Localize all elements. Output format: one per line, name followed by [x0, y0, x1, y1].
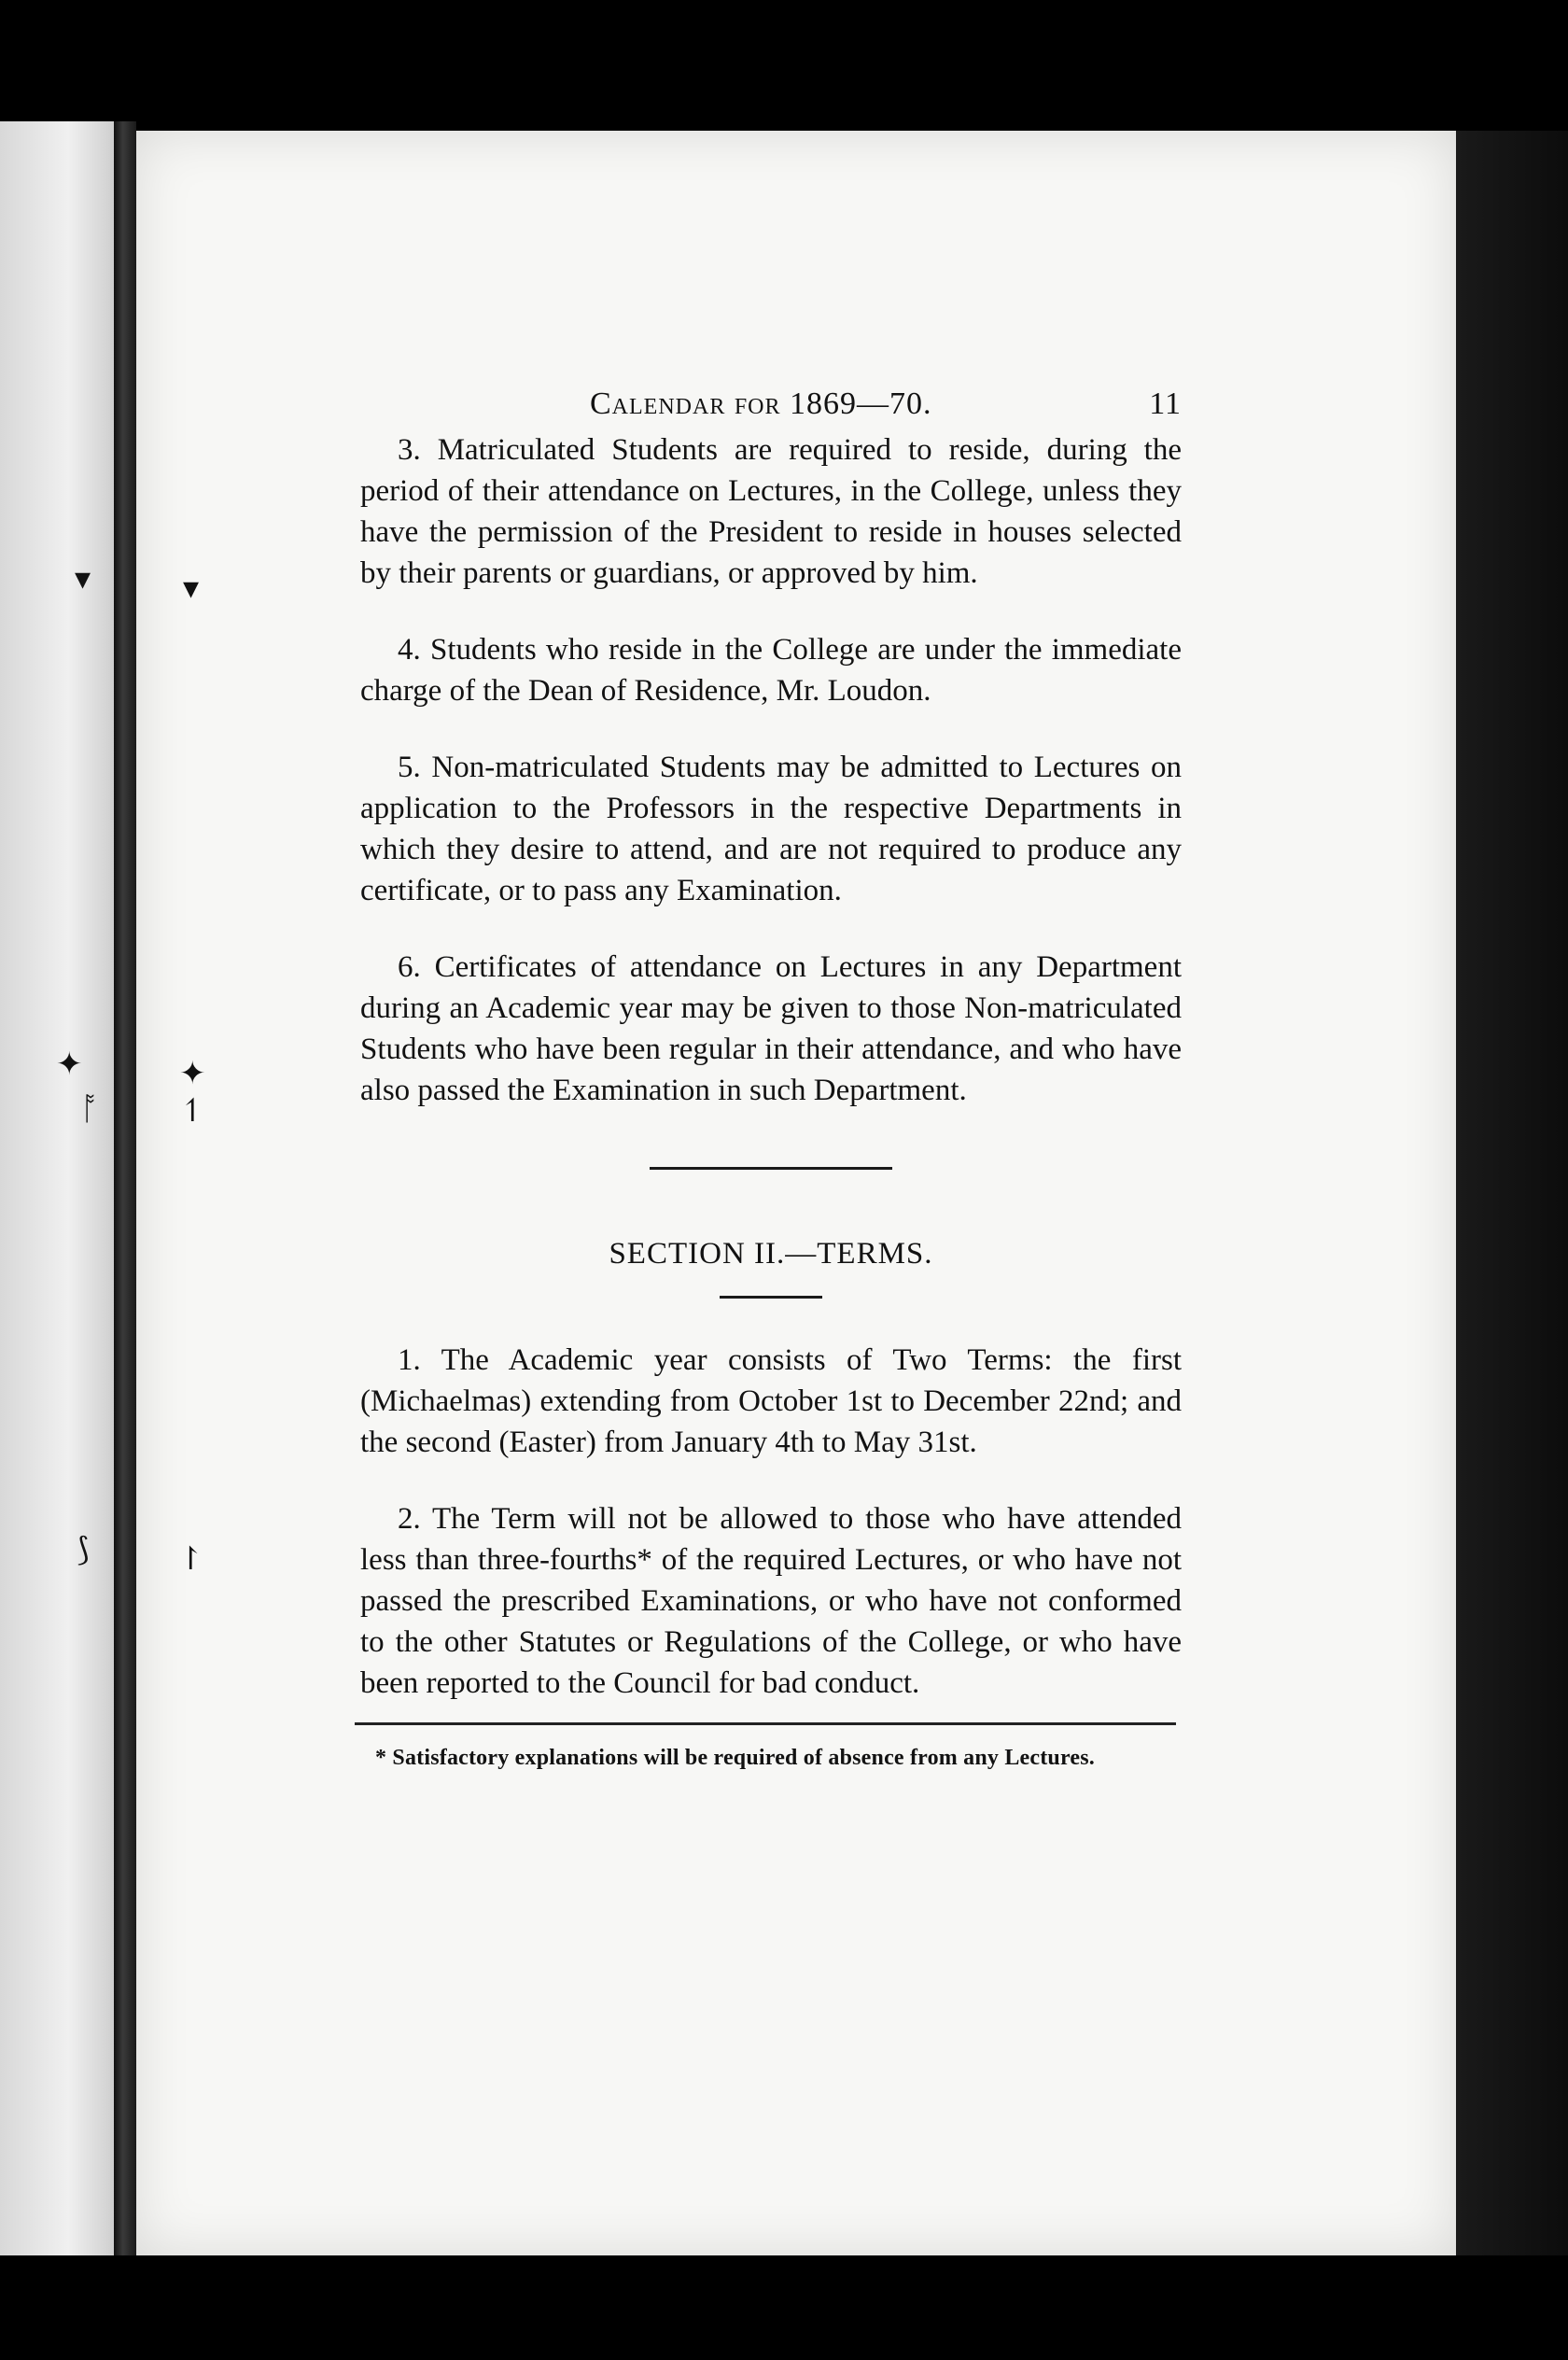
paragraph: 4. Students who reside in the College are under the immediate charge of the Dean of Residence, Mr. Loudon.: [360, 633, 1182, 708]
footnote-rule: [355, 1722, 1176, 1725]
section-divider: [650, 1167, 892, 1170]
page-content: [360, 373, 1182, 1771]
margin-mark: ↿: [179, 1094, 206, 1129]
scan-border-right: [1456, 131, 1568, 2269]
page-gutter: [114, 121, 136, 2259]
paragraph: 6. Certificates of attendance on Lectures in any Department during an Academic year may be given to those Non-matriculated Students who have been regular in their attendance, and who have also passed the Examination in such Department.: [360, 950, 1182, 1107]
margin-mark: ⟆: [77, 1533, 90, 1567]
scan-border-bottom: [0, 2255, 1568, 2360]
paragraph: 2. The Term will not be allowed to those who have attended less than three-fourths* of the required Lectures, or who have not passed the prescribed Examinations, or who have not conformed to the other Statutes or Regulations of the College, or who have been reported to the Council for bad conduct.: [360, 1502, 1182, 1700]
margin-mark: ▾: [75, 562, 91, 597]
paragraph: 1. The Academic year consists of Two Terms: the first (Michaelmas) extending from October 1st to December 22nd; and the second (Easter) from January 4th to May 31st.: [360, 1343, 1182, 1459]
margin-mark: ᚩ: [80, 1092, 100, 1127]
section-heading: SECTION II.—TERMS.: [609, 1237, 933, 1271]
facing-page-edge: [0, 121, 114, 2259]
footnote: * Satisfactory explanations will be required of absence from any Lectures.: [375, 1746, 1095, 1770]
margin-mark: ↾: [177, 1542, 204, 1577]
margin-mark: ✦: [179, 1057, 206, 1091]
scan-border-top: [0, 0, 1568, 131]
paragraph: 5. Non-matriculated Students may be admitted to Lectures on application to the Professors in the respective Departments in which they desire to attend, and are not required to produce any certificate, or to pass any Examination.: [360, 751, 1182, 907]
paragraph: 3. Matriculated Students are required to reside, during the period of their attendance on Lectures, in the College, unless they have the permission of the President to reside in houses selected by their parents or guardians, or approved by him.: [360, 433, 1182, 590]
margin-mark: ✦: [56, 1047, 83, 1082]
page-number: 11: [1149, 386, 1182, 421]
margin-mark: ▾: [183, 571, 200, 606]
heading-underline: [720, 1296, 822, 1299]
running-title: Calendar for 1869—70.: [590, 386, 932, 421]
running-header: [360, 373, 1182, 429]
